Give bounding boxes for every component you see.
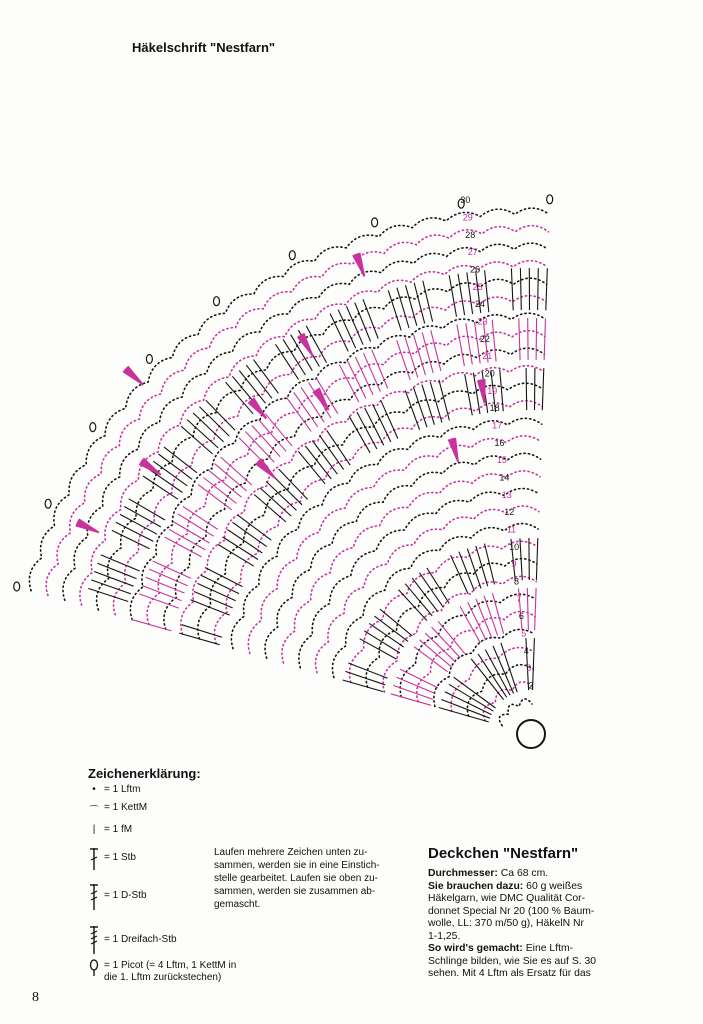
picot [90,423,96,432]
chain-row [483,682,532,721]
row-number: 19 [487,385,498,396]
picot-icon [84,958,104,981]
picot [214,297,220,306]
stitch-mark [199,407,229,437]
stitch-mark [393,685,433,699]
stitch-mark [283,339,305,375]
row-number: 3 [526,663,532,674]
stitch-mark [205,568,243,587]
stitch-mark [526,368,527,410]
stitch-mark [511,268,513,310]
picot [14,582,20,591]
stitch-mark [473,373,480,414]
stitch-mark [129,499,165,520]
fan-cluster [448,438,458,462]
row-number: 6 [518,611,524,622]
row-number: 25 [472,281,483,292]
stitch-mark [544,318,545,360]
stitch-mark [460,606,480,643]
fan-cluster [313,388,329,410]
center-ring [517,720,545,748]
stitch-mark [149,569,188,586]
stitch-mark [546,268,548,310]
row-number: 18 [489,403,500,414]
stitch-mark [347,361,366,399]
stitch-mark [339,365,358,402]
stitch-mark [538,268,539,310]
single-crochet-bar-icon: | [92,824,96,835]
chain-row [451,645,534,712]
stitch-mark [298,451,325,483]
stitch-mark [391,694,431,706]
legend-title: Zeichenerklärung: [88,766,201,781]
stitch-mark [221,457,252,485]
stitch-mark [467,272,473,314]
row-number: 28 [465,229,476,240]
stitch-mark [364,631,400,653]
stitch-mark [198,485,232,510]
chain-row [417,612,535,702]
row-number: 24 [475,299,486,310]
stitch-mark [146,577,185,593]
row-number: 2 [528,680,534,691]
stitch-mark [542,368,544,410]
stitch-mark [431,330,441,371]
chain-row [97,278,547,610]
chain-row [332,524,538,678]
stitch-mark [414,283,425,324]
row-number: 9 [511,559,517,570]
stitch-mark [254,360,279,394]
row-number: 30 [460,195,471,206]
stitch-mark [226,382,254,414]
stitch-mark [500,369,504,411]
stitch-mark [536,538,537,580]
row-number: 15 [496,455,507,466]
stitch-mark [178,514,214,536]
row-number: 29 [462,212,473,223]
stitch-mark [279,469,308,499]
stitch-mark [458,274,465,315]
double-crochet-icon [84,846,104,875]
stitch-mark [369,623,404,647]
row-number: 27 [467,247,478,258]
stitch-mark [252,426,280,457]
row-number: 13 [501,489,512,500]
row-number: 16 [494,437,505,448]
stitch-mark [348,663,387,678]
stitch-mark [305,446,331,479]
stitch-mark [423,281,433,322]
stitch-mark [246,365,272,398]
row-number: 11 [506,524,517,535]
fan-cluster [256,459,275,478]
row-number: 22 [479,333,490,344]
stitch-mark [373,404,391,442]
stitch-mark [330,314,348,352]
fan-cluster [298,333,313,355]
row-number: 23 [477,316,488,327]
picot [146,355,152,364]
row-number: 17 [492,420,503,431]
stitch-mark [201,575,239,593]
stitch-mark [215,464,247,491]
chain-row [80,261,547,605]
fan-cluster [139,458,161,475]
picot [45,499,51,508]
picot [547,195,553,204]
stitch-mark [101,555,140,571]
stitch-mark [422,333,433,374]
stitch-mark [420,573,444,608]
pattern-title: Deckchen "Nestfarn" [428,845,579,862]
stitch-mark [466,323,473,364]
stitch-mark [365,408,384,446]
chain-row [400,594,535,697]
row-number: 4 [523,645,529,656]
stitch-mark [520,268,521,310]
stitch-mark [372,350,388,389]
chain-dot-icon: • [92,784,96,795]
stitch-mark [233,522,267,546]
chain-row [434,629,535,706]
stitch-mark [94,572,133,587]
fan-cluster [123,366,143,385]
stitch-mark [465,374,473,415]
picot [372,218,378,227]
stitch-mark [164,447,197,473]
stitch-mark [112,530,150,548]
stitch-mark [536,318,537,360]
stitch-mark [120,514,157,534]
stitch-mark [266,481,296,510]
stitch-mark [493,593,504,634]
stitch-mark [193,413,223,442]
stitch-mark [187,420,218,448]
stitch-mark [492,320,496,362]
stitch-mark [527,588,528,630]
row-number: 21 [482,351,493,362]
stitch-mark [400,669,438,688]
stitch-mark [397,677,436,693]
row-number: 20 [484,368,495,379]
chain-row [499,699,532,726]
row-number: 12 [504,507,515,518]
stitch-mark [449,275,456,316]
row-number: 5 [521,628,527,639]
stitch-mark [457,325,465,366]
stitch-mark [97,563,136,578]
stitch-mark [165,537,202,557]
stitch-mark [535,588,537,630]
stitch-mark [363,299,378,338]
stitch-mark [357,412,377,449]
stitch-mark [349,416,370,453]
stitch-mark [259,420,287,452]
row-number: 8 [514,576,520,587]
stitch-mark [476,599,492,638]
stitch-mark [406,285,417,326]
stitch-mark [272,475,302,505]
stitch-mark [451,555,468,593]
stitch-mark [124,507,161,528]
stitch-mark [338,310,355,348]
triple-treble-icon [84,924,104,959]
stitch-mark [148,469,183,493]
stitch-mark [449,684,494,711]
picot [289,251,295,260]
page-number: 8 [32,990,39,1005]
stitch-mark [360,639,397,659]
stitch-mark [485,544,495,585]
chain-row [467,665,533,716]
chart-title: Häkelschrift "Nestfarn" [132,40,276,55]
crochet-chart-diagram [0,30,703,790]
chain-row [316,506,539,673]
treble-crochet-icon [84,882,104,915]
fan-cluster [353,253,365,277]
row-number: 7 [516,593,522,604]
stitch-mark [131,619,171,631]
slip-stitch-arc-icon: ⌒ [89,806,99,817]
stitch-mark [209,471,242,498]
row-number: 14 [499,472,510,483]
stitch-mark [467,549,481,589]
row-number: 26 [470,264,481,275]
chain-row [214,401,542,644]
fan-cluster [478,379,485,403]
pattern-description: Durchmesser: Ca 68 cm. Sie brauchen dazu: 60 g weißes Häkelgarn, wie DMC Qualität Cor- donnet Special Nr 20 (100 % Baum- wolle, LL: 370 m/50 g), HäkelN Nr 1-1,25. So wird's gemacht: Eine Lftm- Schlinge bilden, wie Sie es auf S. 30 sehen. Mit 4 Lftm als Ersatz für das [428,868,597,979]
stitch-note: Laufen mehrere Zeichen unten zu- sammen, werden sie in eine Einstich- stelle gearbeitet. Laufen sie oben zu- sammen, werden sie zusammen ab- gemascht. [214,847,380,910]
row-number: 10 [509,541,520,552]
stitch-mark [485,270,489,312]
stitch-mark [238,515,272,540]
stitch-mark [519,318,520,360]
stitch-mark [381,400,398,438]
stitch-mark [239,371,265,404]
